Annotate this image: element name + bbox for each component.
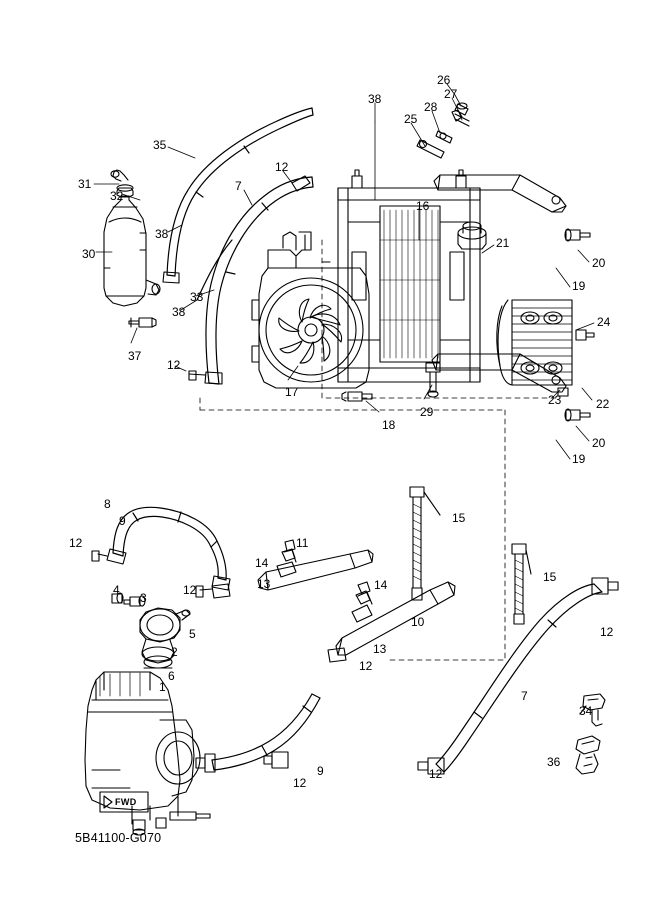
callout-38-c: 38: [172, 305, 186, 319]
clamp-12-hose8: [92, 549, 126, 564]
callout-12-h: 12: [429, 767, 443, 781]
stud-15-right: [512, 544, 531, 624]
callout-30: 30: [82, 247, 96, 261]
hose-9-lower: [212, 694, 320, 770]
hose-35-clamp: [163, 272, 179, 283]
callout-20-upper: 20: [592, 256, 606, 270]
joint-13-left: [277, 540, 296, 577]
callout-7-lower: 7: [521, 689, 528, 703]
callout-37: 37: [128, 349, 142, 363]
clip-36: [576, 736, 600, 774]
pipe-10: [336, 582, 455, 655]
callout-12-a: 12: [275, 160, 289, 174]
callout-36: 36: [547, 755, 561, 769]
callout-23: 23: [548, 393, 562, 407]
hose-8: [113, 507, 217, 556]
callout-4: 4: [113, 583, 120, 597]
bolt-37: [129, 318, 156, 327]
callout-15-right: 15: [543, 570, 557, 584]
callout-11: 11: [296, 536, 309, 550]
callout-24: 24: [597, 315, 611, 329]
callout-14-left: 14: [255, 556, 269, 570]
callout-13-left: 13: [257, 577, 271, 591]
callout-7-upper: 7: [235, 179, 242, 193]
part-code: 5B41100-G070: [75, 831, 162, 845]
callout-19-upper: 19: [572, 279, 586, 293]
callout-12-g: 12: [293, 776, 307, 790]
tank-bracket: [146, 280, 160, 295]
oil-cooler: [497, 300, 594, 396]
callout-15-left: 15: [452, 511, 466, 525]
callout-3: 3: [140, 591, 147, 605]
callout-22: 22: [596, 397, 610, 411]
callout-19-lower: 19: [572, 452, 586, 466]
clamp-12-hose9: [212, 576, 230, 590]
callout-9-upper: 9: [119, 514, 126, 528]
callout-10: 10: [411, 615, 425, 629]
callout-29: 29: [420, 405, 434, 419]
callout-13-right: 13: [373, 642, 387, 656]
callout-38-b: 38: [155, 227, 169, 241]
callout-17: 17: [285, 385, 299, 399]
hose-9-upper: [211, 541, 226, 580]
callout-34: 34: [579, 704, 593, 718]
callout-20-lower: 20: [592, 436, 606, 450]
leader-lines-top: [94, 84, 594, 459]
callout-21: 21: [496, 236, 510, 250]
callout-32: 32: [110, 189, 124, 203]
callout-2: 2: [171, 645, 178, 659]
bolt-18: [342, 392, 372, 401]
callout-25: 25: [404, 112, 418, 126]
clamp-12-hose7: [189, 371, 222, 384]
callout-27: 27: [444, 87, 458, 101]
callout-12-d: 12: [183, 583, 197, 597]
callout-1: 1: [159, 680, 166, 694]
callout-28: 28: [424, 100, 438, 114]
callout-33: 33: [190, 290, 204, 304]
callout-12-e: 12: [600, 625, 614, 639]
callout-31: 31: [78, 177, 92, 191]
clamp-12-pipe11: [196, 584, 230, 598]
callout-12-b: 12: [167, 358, 181, 372]
stud-15-left: [410, 487, 440, 600]
joint-13-right: [352, 582, 372, 622]
callout-35: 35: [153, 138, 167, 152]
upper-mount-bar: [434, 175, 590, 241]
callout-16: 16: [416, 199, 430, 213]
fwd-label: FWD: [115, 797, 137, 807]
callout-6: 6: [168, 669, 175, 683]
callout-12-f: 12: [359, 659, 373, 673]
callout-9-lower: 9: [317, 764, 324, 778]
callout-26: 26: [437, 73, 451, 87]
callout-14-right: 14: [374, 578, 388, 592]
clamp-12-hose7-top: [292, 176, 310, 191]
radiator-cap: [458, 222, 486, 249]
callout-12-c: 12: [69, 536, 83, 550]
callout-5: 5: [189, 627, 196, 641]
callout-18: 18: [382, 418, 396, 432]
callout-38-top: 38: [368, 92, 382, 106]
callout-8: 8: [104, 497, 111, 511]
thermostat-housing: [112, 593, 190, 668]
pipe-11: [258, 550, 373, 590]
